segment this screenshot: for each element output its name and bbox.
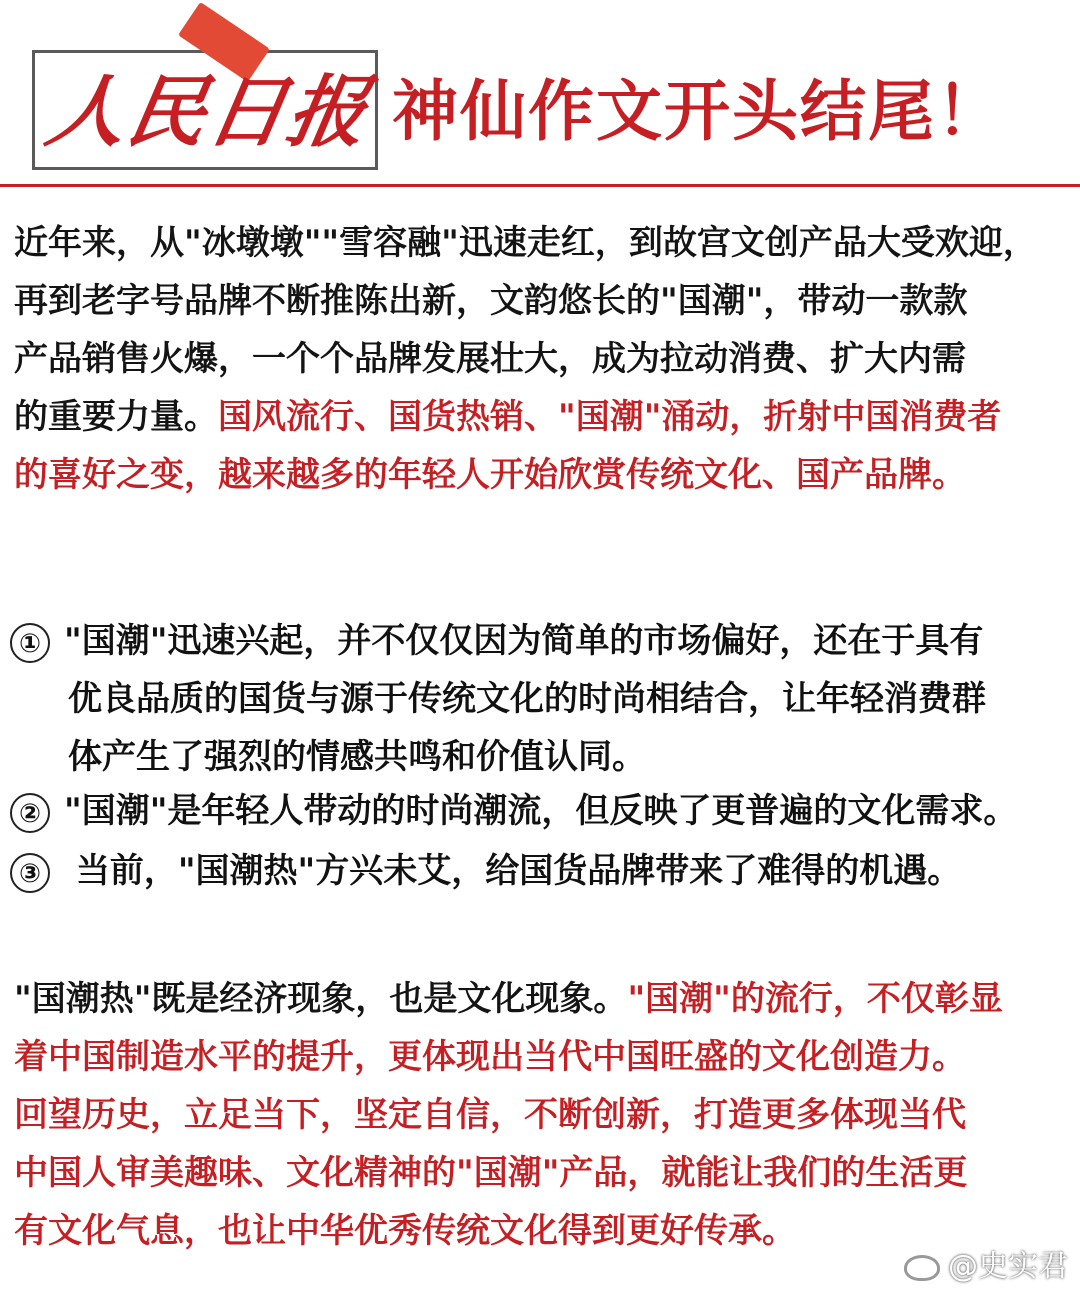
conclusion-text: "国潮热"既是经济现象，也是文化现象。 (14, 979, 628, 1019)
list-item (10, 782, 1070, 840)
watermark-text: @史实君 (948, 1249, 1068, 1284)
point-text: "国潮"是年轻人带动的时尚潮流，但反映了更普遍的文化需求。 (64, 791, 1018, 831)
conclusion-highlight: 有文化气息，也让中华优秀传统文化得到更好传承。 (14, 1211, 796, 1251)
intro-highlight: 的喜好之变，越来越多的年轻人开始欣赏传统文化、国产品牌。 (14, 455, 966, 495)
point-text: 优良品质的国货与源于传统文化的时尚相结合，让年轻消费群 (68, 679, 986, 719)
conclusion-line-mixed (14, 970, 1066, 1028)
circled-number: ① (10, 623, 50, 663)
conclusion-paragraph (14, 970, 1066, 1260)
conclusion-highlight: 中国人审美趣味、文化精神的"国潮"产品，就能让我们的生活更 (14, 1153, 968, 1193)
intro-line-mixed (14, 388, 1066, 446)
circled-number: ② (10, 793, 50, 833)
list-item (10, 842, 1070, 900)
point-text: 当前，"国潮热"方兴未艾，给国货品牌带来了难得的机遇。 (64, 851, 962, 891)
conclusion-highlight: 着中国制造水平的提升，更体现出当代中国旺盛的文化创造力。 (14, 1037, 966, 1077)
intro-paragraph (14, 214, 1066, 504)
header-divider (0, 184, 1080, 187)
headline: 神仙作文开头结尾！ (392, 72, 1004, 150)
newspaper-logo: 人民日报 (40, 67, 377, 158)
intro-line: 再到老字号品牌不断推陈出新，文韵悠长的"国潮"，带动一款款 (14, 281, 968, 321)
conclusion-highlight: 回望历史，立足当下，坚定自信，不断创新，打造更多体现当代 (14, 1095, 966, 1135)
list-item (10, 612, 1070, 786)
intro-line: 近年来，从"冰墩墩""雪容融"迅速走红，到故宫文创产品大受欢迎， (14, 223, 1037, 263)
weibo-icon (904, 1255, 940, 1281)
list-item-first-line (10, 842, 1070, 900)
point-text: "国潮"迅速兴起，并不仅仅因为简单的市场偏好，还在于具有 (64, 621, 984, 661)
point-text: 体产生了强烈的情感共鸣和价值认同。 (68, 737, 646, 777)
list-item-first-line (10, 612, 1070, 670)
list-item-first-line (10, 782, 1070, 840)
intro-line: 的重要力量。 (14, 397, 218, 437)
intro-line: 产品销售火爆，一个个品牌发展壮大，成为拉动消费、扩大内需 (14, 339, 966, 379)
circled-number: ③ (10, 853, 50, 893)
conclusion-highlight: "国潮"的流行，不仅彰显 (627, 979, 1003, 1019)
intro-highlight: 国风流行、国货热销、"国潮"涌动，折射中国消费者 (218, 397, 1002, 437)
watermark (904, 1241, 1068, 1285)
